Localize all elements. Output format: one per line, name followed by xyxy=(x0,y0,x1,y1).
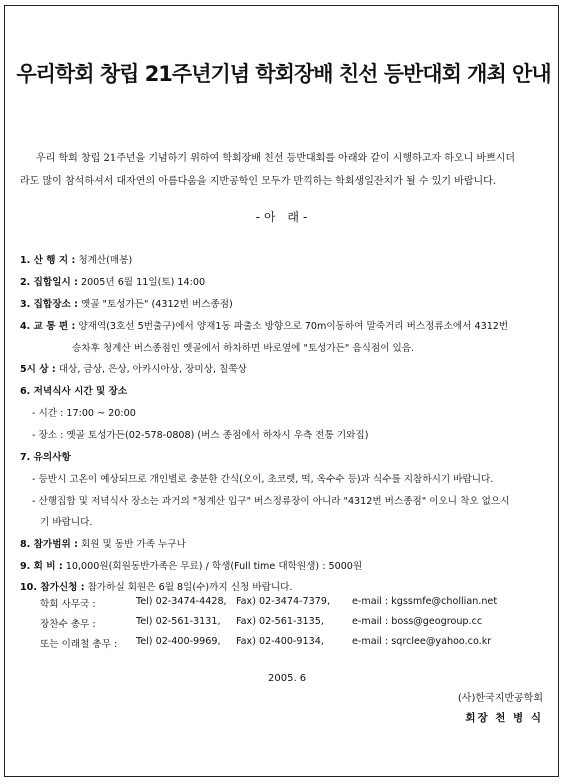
item-registration xyxy=(20,579,292,593)
item-text: 2005년 6월 11일(토) 14:00 xyxy=(77,277,206,288)
contact-tel: Tel) 02-561-3131, xyxy=(136,616,221,627)
item-label: 9. 회 비 : xyxy=(20,561,63,572)
item-awards xyxy=(20,361,247,375)
item-datetime xyxy=(20,274,205,288)
dinner-time: - 시간 : 17:00 ~ 20:00 xyxy=(32,408,136,419)
intro-line-1: 우리 학회 창립 21주년을 기념하기 위하여 학회장배 친선 등반대회를 아래와 같이 시행하고자 하오니 바쁘시더 xyxy=(36,153,516,164)
item-label: 7. 유의사항 xyxy=(20,452,71,463)
item-label: 1. 산 행 지 : xyxy=(20,255,76,266)
transport-continuation: 승차후 청계산 버스종점인 옛골에서 하차하면 바로옆에 "토성가든" 음식점이 있음. xyxy=(72,343,415,354)
document-date: 2005. 6 xyxy=(268,673,307,684)
item-label: 5시 상 : xyxy=(20,364,56,375)
item-label: 8. 참가범위 : xyxy=(20,539,78,550)
organization-name: (사)한국지반공학회 xyxy=(457,693,543,704)
contact-name: 또는 이래철 총무 : xyxy=(40,639,118,650)
item-text: 청계산(매봉) xyxy=(75,255,133,266)
item-text: 양재역(3호선 5번출구)에서 양재1동 파출소 방향으로 70m이동하여 말죽거리 버스정류소에서 4312번 xyxy=(75,321,509,332)
item-text: 대상, 금상, 은상, 아카시아상, 장미상, 칠쭉상 xyxy=(55,364,247,375)
item-location xyxy=(20,252,132,266)
item-label: 10. 참가신청 : xyxy=(20,582,85,593)
note-2-continuation: 기 바랍니다. xyxy=(40,517,93,528)
item-text: 10,000원(회원동반가족은 무료) / 학생(Full time 대학원생) : 5000원 xyxy=(62,561,363,572)
contact-email: e-mail : kgssmfe@chollian.net xyxy=(352,596,498,607)
contact-fax: Fax) 02-400-9134, xyxy=(236,636,324,647)
intro-line-2: 라도 많이 참석하셔서 대자연의 아름다움을 지반공학인 모두가 만끽하는 학회생일잔치가 될 수 있기 바랍니다. xyxy=(20,176,497,187)
item-text: 옛골 "토성가든" (4312번 버스종점) xyxy=(77,299,233,310)
contact-name: 장찬수 총무 : xyxy=(40,619,96,630)
section-heading: -아 래- xyxy=(255,210,312,224)
contact-email: e-mail : sqrclee@yahoo.co.kr xyxy=(352,636,492,647)
item-notes xyxy=(20,449,71,463)
intro-paragraph xyxy=(20,147,550,193)
item-label: 6. 저녁식사 시간 및 장소 xyxy=(20,386,128,397)
item-meeting-place xyxy=(20,296,233,310)
dinner-place: - 장소 : 옛골 토성가든(02-578-0808) (버스 종점에서 하차시 우측 전통 기와집) xyxy=(32,430,369,441)
contact-tel: Tel) 02-400-9969, xyxy=(136,636,221,647)
item-text: 참가하실 회원은 6월 8일(수)까지 신청 바랍니다. xyxy=(84,582,293,593)
item-label: 3. 집합장소 : xyxy=(20,299,78,310)
contact-fax: Fax) 02-3474-7379, xyxy=(236,596,330,607)
contact-fax: Fax) 02-561-3135, xyxy=(236,616,324,627)
item-label: 2. 집합일시 : xyxy=(20,277,78,288)
item-fee xyxy=(20,558,362,572)
item-participants xyxy=(20,536,186,550)
note-1: - 등반시 고온이 예상되므로 개인별로 충분한 간식(오이, 초코렛, 떡, 옥수수 등)과 식수를 지참하시기 바랍니다. xyxy=(32,474,494,485)
contact-name: 학회 사무국 : xyxy=(40,599,96,610)
contact-tel: Tel) 02-3474-4428, xyxy=(136,596,227,607)
note-2: - 산행집합 및 저녁식사 장소는 과거의 "청계산 입구" 버스정류장이 아니라 "4312번 버스종점" 이오니 착오 없으시 xyxy=(32,496,510,507)
item-dinner xyxy=(20,383,127,397)
contact-email: e-mail : boss@geogroup.cc xyxy=(352,616,483,627)
document-title: 우리학회 창립 21주년기념 학회장배 친선 등반대회 개최 안내 xyxy=(16,62,551,86)
item-transport xyxy=(20,318,508,332)
item-text: 회원 및 동반 가족 누구나 xyxy=(77,539,186,550)
item-label: 4. 교 통 편 : xyxy=(20,321,76,332)
president-signature: 회장 천 병 식 xyxy=(465,712,543,724)
